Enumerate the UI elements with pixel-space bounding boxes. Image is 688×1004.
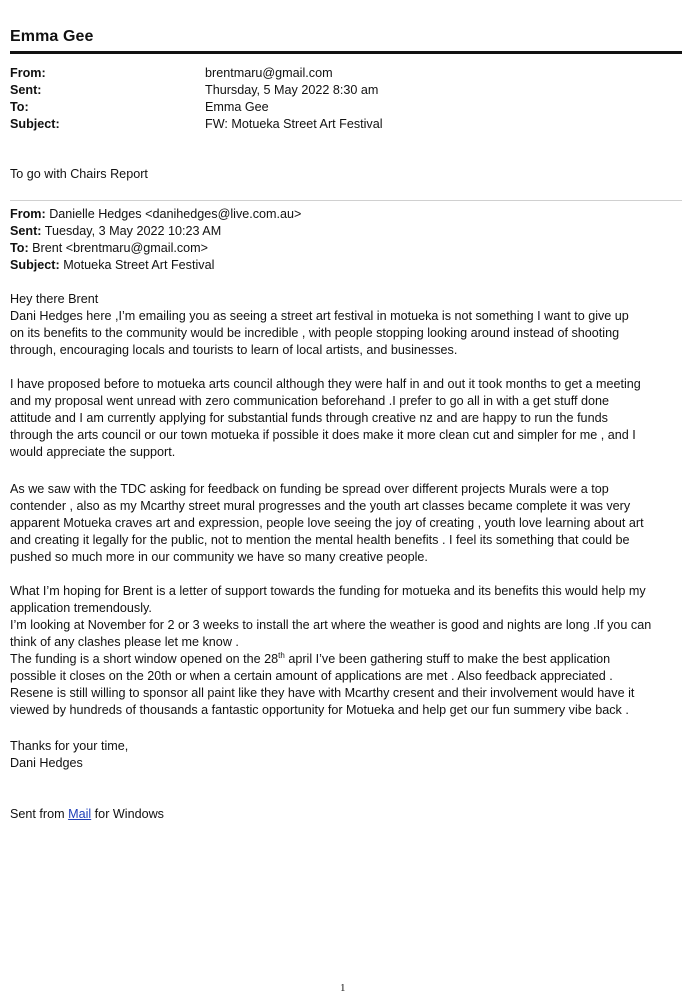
body-line: would appreciate the support. [10,445,176,459]
body-line: on its benefits to the community would be incredible , with people stopping looking around instead of shooting [10,326,620,340]
mail-link[interactable]: Mail [68,807,92,821]
from-value: brentmaru@gmail.com [205,66,333,80]
fwd-subject-value: Motueka Street Art Festival [63,258,215,272]
fwd-sent-row [10,223,221,240]
subject-value: FW: Motueka Street Art Festival [205,117,383,131]
body-line: attitude and I am currently applying for substantial funds through creative nz and are happy to run the funds [10,411,608,425]
body-line: and creating it legally for the public, not to mention the mental health benefits . I feel its something that could be [10,533,630,547]
funding-text-end: april I’ve been gathering stuff to make the best application [284,652,611,666]
body-line: and my proposal went unread with zero communication beforehand .I prefer to go all in with a get stuff done [10,394,610,408]
body-line: through, encouraging locals and tourists to learn of local artists, and businesses. [10,343,458,357]
body-line: apparent Motueka craves art and expression, people love seeing the joy of creating , youth love learning about art [10,516,644,530]
from-label: From: [10,66,46,80]
funding-text-start: The funding is a short window opened on the 28 [10,652,279,666]
fwd-subject-label: Subject: [10,258,60,272]
fwd-from-label: From: [10,207,46,221]
subject-label: Subject: [10,117,60,131]
title-divider [10,51,682,54]
body-line: viewed by hundreds of thousands a fantastic opportunity for Motueka and help get our fun summery vibe back . [10,703,629,717]
to-value: Emma Gee [205,100,269,114]
closing: Thanks for your time, [10,739,129,753]
forwarded-divider [10,200,682,201]
outer-to-row [10,99,682,116]
body-line: through the arts council or our town motueka if possible it does make it more clean cut and simpler for me , and I [10,428,636,442]
body-line: Resene is still willing to sponsor all paint like they have with Mcarthy cresent and their involvement would have it [10,686,635,700]
outer-sent-row [10,82,682,99]
fwd-sent-label: Sent: [10,224,42,238]
page-number: 1 [340,982,346,994]
body-line: possible it closes on the 20th or when a certain amount of applications are met . Also feedback appreciated . [10,669,613,683]
ordinal-suffix: th [278,650,285,660]
fwd-from-value: Danielle Hedges <danihedges@live.com.au> [49,207,302,221]
fwd-sent-value: Tuesday, 3 May 2022 10:23 AM [44,224,222,238]
sent-from-prefix: Sent from [10,807,69,821]
body-line: I’m looking at November for 2 or 3 weeks to install the art where the weather is good and nights are long .If you can [10,618,652,632]
body-line: Dani Hedges here ,I’m emailing you as seeing a street art festival in motueka is not something I want to give up [10,309,629,323]
sent-from-line [10,806,164,823]
signature: Dani Hedges [10,756,83,770]
outer-subject-row [10,116,682,133]
body-line: pushed so much more in our community we have so many creative people. [10,550,428,564]
body-line: think of any clashes please let me know . [10,635,239,649]
funding-line [10,651,610,668]
outer-from-row [10,65,682,82]
sender-name: Emma Gee [10,28,94,45]
fwd-from-row [10,206,301,223]
body-line: contender , also as my Mcarthy street mural progresses and the youth art classes became complete it was very [10,499,631,513]
intro-text: To go with Chairs Report [10,167,148,181]
body-line: application tremendously. [10,601,152,615]
sent-value: Thursday, 5 May 2022 8:30 am [205,83,379,97]
to-label: To: [10,100,29,114]
sent-from-suffix: for Windows [91,807,164,821]
body-line: I have proposed before to motueka arts council although they were half in and out it took months to get a meeting [10,377,641,391]
body-line: As we saw with the TDC asking for feedback on funding be spread over different projects Murals were a top [10,482,609,496]
sent-label: Sent: [10,83,42,97]
fwd-to-value: Brent <brentmaru@gmail.com> [32,241,209,255]
fwd-subject-row [10,257,214,274]
fwd-to-row [10,240,208,257]
fwd-to-label: To: [10,241,29,255]
body-line: What I’m hoping for Brent is a letter of support towards the funding for motueka and its benefits this would help my [10,584,646,598]
greeting: Hey there Brent [10,292,99,306]
